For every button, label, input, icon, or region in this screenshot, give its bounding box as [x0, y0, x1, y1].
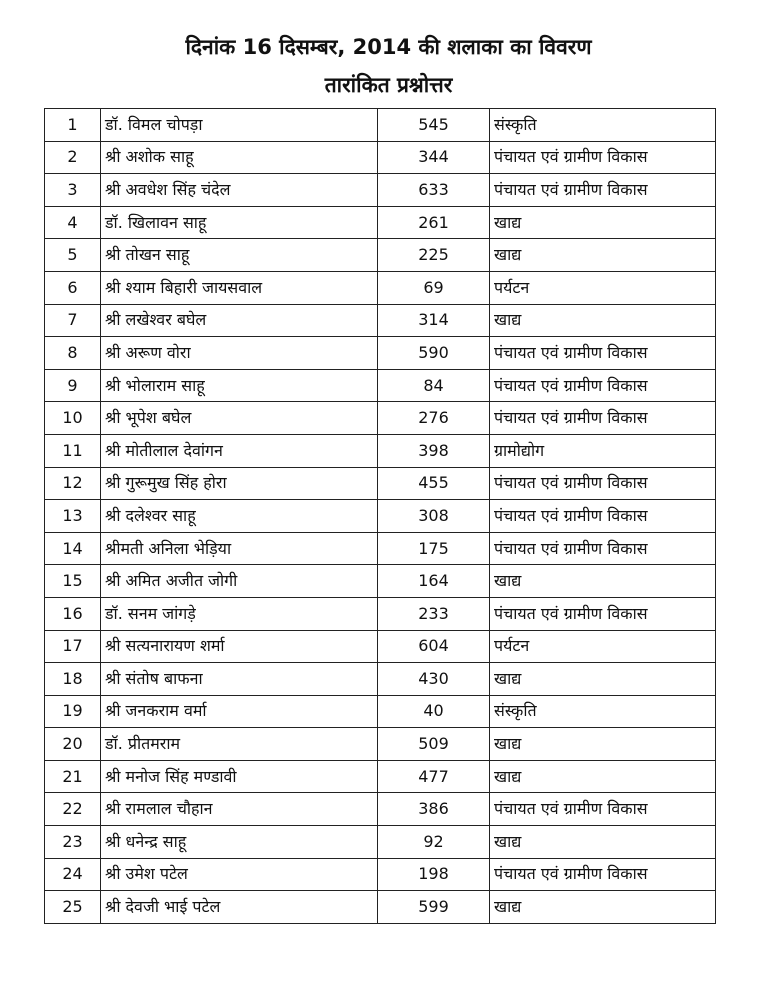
department-cell: खाद्य — [490, 663, 716, 696]
table-row — [45, 891, 716, 924]
table-row — [45, 565, 716, 598]
question-number-cell: 198 — [378, 858, 490, 891]
table-row — [45, 597, 716, 630]
table-row — [45, 434, 716, 467]
department-cell: संस्कृति — [490, 695, 716, 728]
member-name-cell: श्री जनकराम वर्मा — [101, 695, 378, 728]
question-number-cell: 590 — [378, 337, 490, 370]
department-cell: खाद्य — [490, 728, 716, 761]
department-cell: खाद्य — [490, 565, 716, 598]
serial-number-cell: 13 — [45, 500, 101, 533]
member-name-cell: श्री धनेन्द्र साहू — [101, 826, 378, 859]
member-name-cell: डॉ. विमल चोपड़ा — [101, 109, 378, 142]
serial-number-cell: 10 — [45, 402, 101, 435]
serial-number-cell: 20 — [45, 728, 101, 761]
question-number-cell: 276 — [378, 402, 490, 435]
table-row — [45, 695, 716, 728]
member-name-cell: श्री श्याम बिहारी जायसवाल — [101, 271, 378, 304]
question-number-cell: 69 — [378, 271, 490, 304]
member-name-cell: श्री देवजी भाई पटेल — [101, 891, 378, 924]
table-row — [45, 467, 716, 500]
serial-number-cell: 23 — [45, 826, 101, 859]
department-cell: पंचायत एवं ग्रामीण विकास — [490, 858, 716, 891]
department-cell: संस्कृति — [490, 109, 716, 142]
question-number-cell: 164 — [378, 565, 490, 598]
member-name-cell: श्री भोलाराम साहू — [101, 369, 378, 402]
table-row — [45, 500, 716, 533]
question-number-cell: 430 — [378, 663, 490, 696]
member-name-cell: श्री संतोष बाफना — [101, 663, 378, 696]
question-number-cell: 604 — [378, 630, 490, 663]
question-table — [44, 108, 716, 924]
table-row — [45, 663, 716, 696]
member-name-cell: श्री उमेश पटेल — [101, 858, 378, 891]
table-row — [45, 760, 716, 793]
serial-number-cell: 24 — [45, 858, 101, 891]
member-name-cell: श्री मनोज सिंह मण्डावी — [101, 760, 378, 793]
serial-number-cell: 25 — [45, 891, 101, 924]
member-name-cell: श्री अशोक साहू — [101, 141, 378, 174]
member-name-cell: डॉ. खिलावन साहू — [101, 206, 378, 239]
department-cell: पंचायत एवं ग्रामीण विकास — [490, 793, 716, 826]
serial-number-cell: 18 — [45, 663, 101, 696]
question-number-cell: 92 — [378, 826, 490, 859]
department-cell: पंचायत एवं ग्रामीण विकास — [490, 500, 716, 533]
serial-number-cell: 17 — [45, 630, 101, 663]
department-cell: खाद्य — [490, 239, 716, 272]
department-cell: पंचायत एवं ग्रामीण विकास — [490, 174, 716, 207]
serial-number-cell: 6 — [45, 271, 101, 304]
department-cell: खाद्य — [490, 826, 716, 859]
table-row — [45, 239, 716, 272]
member-name-cell: डॉ. सनम जांगड़े — [101, 597, 378, 630]
department-cell: खाद्य — [490, 760, 716, 793]
member-name-cell: श्री गुरूमुख सिंह होरा — [101, 467, 378, 500]
member-name-cell: श्री अमित अजीत जोगी — [101, 565, 378, 598]
table-row — [45, 337, 716, 370]
serial-number-cell: 22 — [45, 793, 101, 826]
table-row — [45, 206, 716, 239]
table-row — [45, 532, 716, 565]
table-row — [45, 109, 716, 142]
question-number-cell: 633 — [378, 174, 490, 207]
department-cell: खाद्य — [490, 206, 716, 239]
serial-number-cell: 15 — [45, 565, 101, 598]
member-name-cell: श्री लखेश्वर बघेल — [101, 304, 378, 337]
department-cell: खाद्य — [490, 891, 716, 924]
department-cell: खाद्य — [490, 304, 716, 337]
serial-number-cell: 16 — [45, 597, 101, 630]
member-name-cell: श्री रामलाल चौहान — [101, 793, 378, 826]
question-number-cell: 455 — [378, 467, 490, 500]
table-row — [45, 826, 716, 859]
serial-number-cell: 19 — [45, 695, 101, 728]
table-row — [45, 728, 716, 761]
serial-number-cell: 3 — [45, 174, 101, 207]
member-name-cell: श्री दलेश्वर साहू — [101, 500, 378, 533]
question-table-body — [45, 109, 716, 924]
table-row — [45, 630, 716, 663]
department-cell: ग्रामोद्योग — [490, 434, 716, 467]
serial-number-cell: 9 — [45, 369, 101, 402]
question-number-cell: 233 — [378, 597, 490, 630]
question-number-cell: 314 — [378, 304, 490, 337]
table-row — [45, 402, 716, 435]
question-number-cell: 175 — [378, 532, 490, 565]
department-cell: पंचायत एवं ग्रामीण विकास — [490, 467, 716, 500]
department-cell: पंचायत एवं ग्रामीण विकास — [490, 402, 716, 435]
department-cell: पर्यटन — [490, 271, 716, 304]
table-row — [45, 271, 716, 304]
question-number-cell: 40 — [378, 695, 490, 728]
department-cell: पंचायत एवं ग्रामीण विकास — [490, 597, 716, 630]
table-row — [45, 174, 716, 207]
question-number-cell: 344 — [378, 141, 490, 174]
table-row — [45, 304, 716, 337]
page-title: दिनांक 16 दिसम्बर, 2014 की शलाका का विवरण — [185, 35, 592, 59]
serial-number-cell: 12 — [45, 467, 101, 500]
table-row — [45, 369, 716, 402]
question-number-cell: 477 — [378, 760, 490, 793]
member-name-cell: श्री मोतीलाल देवांगन — [101, 434, 378, 467]
member-name-cell: श्री सत्यनारायण शर्मा — [101, 630, 378, 663]
member-name-cell: डॉ. प्रीतमराम — [101, 728, 378, 761]
table-row — [45, 858, 716, 891]
question-number-cell: 225 — [378, 239, 490, 272]
question-number-cell: 545 — [378, 109, 490, 142]
department-cell: पर्यटन — [490, 630, 716, 663]
serial-number-cell: 8 — [45, 337, 101, 370]
department-cell: पंचायत एवं ग्रामीण विकास — [490, 141, 716, 174]
serial-number-cell: 21 — [45, 760, 101, 793]
serial-number-cell: 14 — [45, 532, 101, 565]
department-cell: पंचायत एवं ग्रामीण विकास — [490, 369, 716, 402]
serial-number-cell: 1 — [45, 109, 101, 142]
member-name-cell: श्री अवधेश सिंह चंदेल — [101, 174, 378, 207]
page-subtitle: तारांकित प्रश्नोत्तर — [324, 73, 453, 97]
department-cell: पंचायत एवं ग्रामीण विकास — [490, 337, 716, 370]
serial-number-cell: 11 — [45, 434, 101, 467]
member-name-cell: श्री भूपेश बघेल — [101, 402, 378, 435]
question-number-cell: 509 — [378, 728, 490, 761]
serial-number-cell: 4 — [45, 206, 101, 239]
question-number-cell: 599 — [378, 891, 490, 924]
question-number-cell: 84 — [378, 369, 490, 402]
question-number-cell: 386 — [378, 793, 490, 826]
table-row — [45, 793, 716, 826]
serial-number-cell: 2 — [45, 141, 101, 174]
member-name-cell: श्री अरूण वोरा — [101, 337, 378, 370]
serial-number-cell: 5 — [45, 239, 101, 272]
question-number-cell: 261 — [378, 206, 490, 239]
question-number-cell: 308 — [378, 500, 490, 533]
question-number-cell: 398 — [378, 434, 490, 467]
department-cell: पंचायत एवं ग्रामीण विकास — [490, 532, 716, 565]
serial-number-cell: 7 — [45, 304, 101, 337]
member-name-cell: श्रीमती अनिला भेड़िया — [101, 532, 378, 565]
table-row — [45, 141, 716, 174]
member-name-cell: श्री तोखन साहू — [101, 239, 378, 272]
